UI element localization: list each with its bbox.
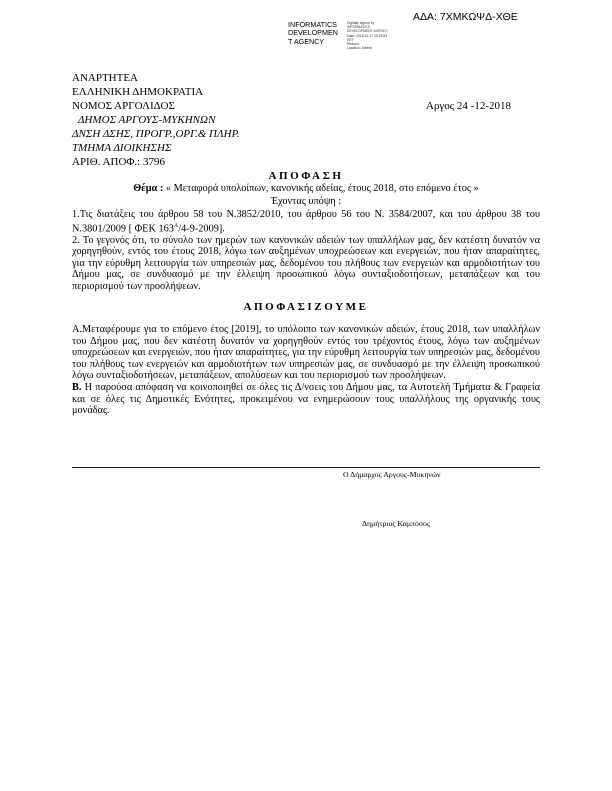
posting-label: ΑΝΑΡΤΗΤΕΑ [72, 72, 138, 84]
subject-text: « Μεταφορά υπολοίπων, κανονικής αδείας, έτους 2018, στο επόμενο έτος » [165, 183, 479, 194]
considering-heading: Έχοντας υπόψη : [270, 196, 342, 207]
decision-number: ΑΡΙΘ. ΑΠΟΦ.: 3796 [72, 156, 165, 168]
consideration-item-2: 2. Το γεγονός ότι, το σύνολο των ημερών των κανονικών αδειών των υπαλλήλων μας, δεν κατέστη δυνατόν να χορηγηθούν, εντός του έτους 2018, λόγω των αυξημένων υποχρεώσεων και ενεργειών, που ήταν απαραίτητες, για την εύρυθμη λειτουργία των υπηρεσιών μας, δεδομένου του πλήθους των ενεργειών και αρμοδιοτήτων του Δήμου μας, σε συνδυασμό με την έλλειψη προσωπικού λόγω συνταξιοδοτήσεων, μεταπάξεων και του περιορισμού των προσλήψεων. [72, 234, 540, 292]
logo-line: DEVELOPMEN [288, 28, 338, 38]
signature-details [347, 21, 388, 50]
signature-detail-line: INFORMATICS [347, 25, 371, 30]
prefecture-name: ΝΟΜΟΣ ΑΡΓΟΛΙΔΟΣ [72, 100, 175, 112]
mayor-name: Δημήτριος Καμπόσος [362, 519, 431, 528]
subject-line [72, 183, 540, 194]
subject-label: Θέμα : [133, 183, 164, 194]
decision-item-b: Β. Η παρούσα απόφαση να κοινοποιηθεί σε όλες τις Δ/νσεις του Δήμου μας, τα Αυτοτελή Τμήματα & Γραφεία και σε όλες τις Δημοτικές Ενότητες, προκειμένου να ενημερώσουν τους υπαλλήλους της οργανικής τους μονάδας. [72, 381, 540, 417]
municipality-name: ΔΗΜΟΣ ΑΡΓΟΥΣ-ΜΥΚΗΝΩΝ [78, 114, 216, 126]
signature-detail-line: Date: 2018.12.27 09:18:53 [347, 33, 388, 38]
signature-detail-line: DEVELOPMENT AGENCY [347, 29, 388, 34]
mayor-title: Ο Δήμαρχος Αργους-Μυκηνών [343, 470, 441, 479]
department-name: ΤΜΗΜΑ ΔΙΟΙΚΗΣΗΣ [72, 142, 172, 154]
decisions-section [72, 324, 540, 417]
considerations-section [72, 209, 540, 293]
signature-detail-line: Digitally signed by [347, 21, 375, 25]
agency-logo-text [288, 21, 338, 46]
logo-line: T AGENCY [288, 36, 325, 46]
consideration-item-1: 1.Τις διατάξεις του άρθρου 58 του Ν.3852/2010, του άρθρου 56 του Ν. 3584/2007, και του άρθρου 38 του Ν.3801/2009 [ ΦΕΚ $163^A/4-9-2009$]. [72, 209, 540, 235]
signature-detail-line: Reason: [347, 42, 360, 47]
decision-heading: ΑΠΟΦΑΣΗ [268, 170, 344, 182]
signature-detail-line: EET [347, 37, 354, 42]
country-name: ΕΛΛΗΝΙΚΗ ΔΗΜΟΚΡΑΤΙΑ [72, 86, 204, 98]
document-date: Αργος 24 -12-2018 [426, 100, 511, 112]
decision-item-a: Α.Μεταφέρουμε για το επόμενο έτος [2019], το υπόλοιπο των κανονικών αδειών, έτους 2018, των υπαλλήλων του Δήμου μας, που δεν κατέστη δυνατόν να χορηγηθούν εντός του τρέχοντος έτους, λόγω των αυξημένων υποχρεώσεων και ενεργειών, που ήταν απαραίτητες, για την εύρυθμη λειτουργία των υπηρεσιών μας, δεδομένου του πλήθους των ενεργειών και αρμοδιοτήτων των υπηρεσιών μας, σε συνδυασμό με την έλλειψη προσωπικού λόγω συνταξιοδοτήσεων, μεταπάξεων, απολύσεων και του περιορισμού των προσλήψεων. [72, 324, 540, 382]
signature-detail-line: Location: Athens [347, 46, 373, 51]
we-decide-heading: ΑΠΟΦΑΣΙΖΟΥΜΕ [243, 301, 369, 313]
logo-line: INFORMATICS [288, 20, 337, 29]
ada-code: ΑΔΑ: 7ΧΜΚΩΨΔ-ΧΘΕ [413, 11, 518, 23]
signature-divider [72, 467, 540, 468]
directorate-name: ΔΝΣΗ ΔΣΗΣ, ΠΡΟΓΡ.,ΟΡΓ.& ΠΛΗΡ. [72, 128, 240, 140]
